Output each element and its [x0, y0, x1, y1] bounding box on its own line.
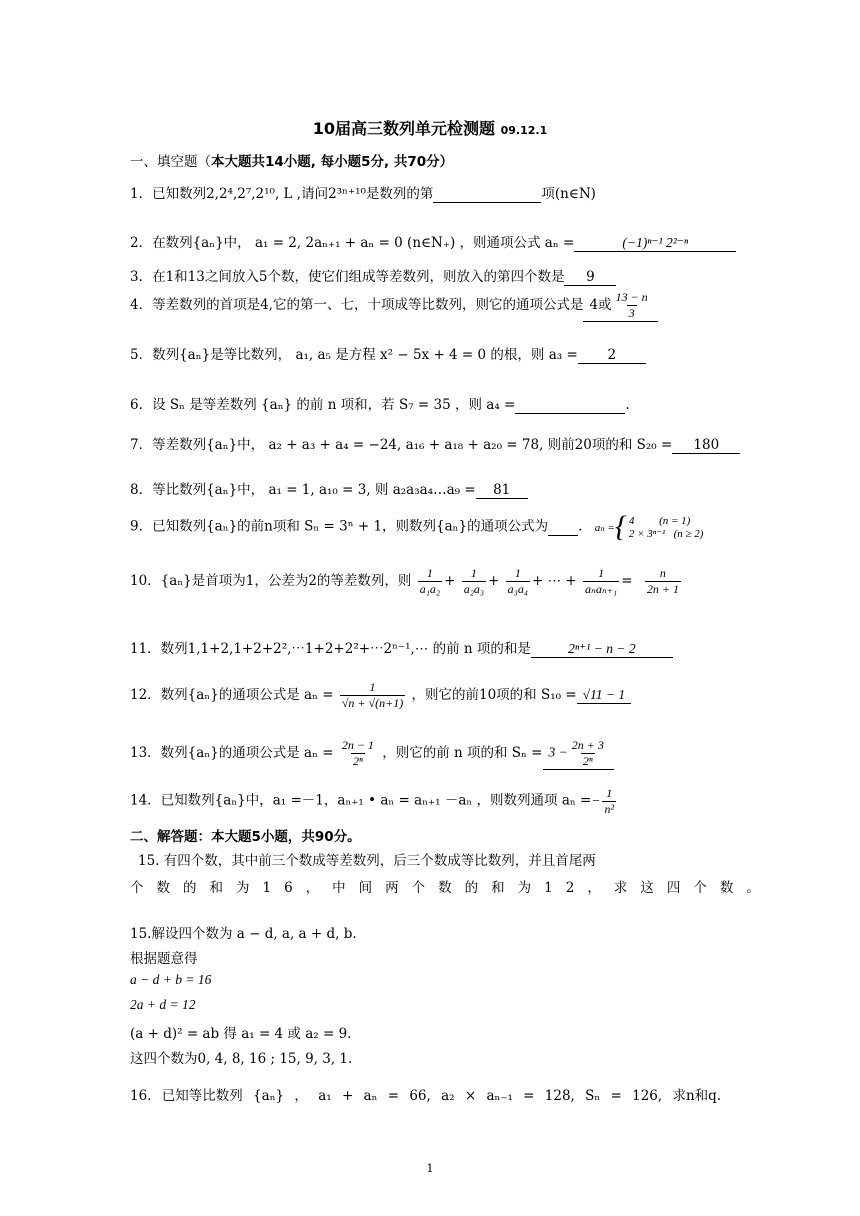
answer-blank: [548, 519, 578, 536]
solution-15-line-2: 根据题意得: [130, 951, 198, 967]
answer-blank: 3 − $\frac{2n + 3}{\text{2ⁿ}}$: [543, 738, 614, 770]
answer-blank: [515, 397, 625, 414]
question-12: 12．数列{aₙ}的通项公式是 aₙ = $\frac{1}{√n + √(n+1)}$ ，则它的前10项的和 S₁₀ = √11 − 1: [130, 680, 631, 711]
solution-15-line-5: (a + d)² = ab 得 a₁ = 4 或 a₂ = 9.: [130, 1026, 352, 1042]
question-7: 7．等差数列{aₙ}中， a₂ + a₃ + a₄ = −24, a₁₆ + a₁₈ + a₂₀ = 78, 则前20项的和 S₂₀ = 180: [130, 433, 740, 454]
piecewise-formula: aₙ = { 4 (n = 1) 2 × 3ⁿ⁻¹ (n ≥ 2): [594, 510, 704, 543]
solution-15-line-1: 15.解设四个数为 a − d, a, a + d, b.: [130, 926, 357, 942]
section-heading-solutions: 二、解答题：本大题5小题，共90分。: [130, 829, 361, 845]
question-8: 8．等比数列{aₙ}中， a₁ = 1, a₁₀ = 3, 则 a₂a₃a₄…a₉ = 81: [130, 478, 528, 499]
solution-15-line-6: 这四个数为0, 4, 8, 16 ; 15, 9, 3, 1.: [130, 1051, 353, 1067]
answer-blank: 2ⁿ⁺¹ − n − 2: [531, 641, 673, 658]
answer-blank: − $\frac{1}{\text{n²}}$: [591, 786, 615, 816]
question-10: 10．{aₙ}是首项为1，公差为2的等差数列，则 $\frac{1}{\text{a₁a₂}}$ + $\frac{1}{\text{a₂a₃}}$ + $\frac{1}{\text{a₃a₄}}$ + ⋯ + $\frac{1}{\text{aₙaₙ₊₁}}$ = $\frac{n}{2n + 1}$: [130, 566, 689, 597]
question-5: 5．数列{aₙ}是等比数列， a₁, a₅ 是方程 x² − 5x + 4 = 0 的根，则 a₃ = 2: [130, 343, 646, 364]
title-date: 09.12.1: [500, 124, 548, 137]
question-9: 9．已知数列{aₙ}的前n项和 Sₙ = 3ⁿ + 1，则数列{aₙ}的通项公式为 . aₙ = { 4 (n = 1) 2 × 3ⁿ⁻¹ (n ≥ 2): [130, 510, 704, 543]
answer-blank: 180: [672, 437, 740, 454]
question-6: 6．设 Sₙ 是等差数列 {aₙ} 的前 n 项和，若 S₇ = 35 ，则 a₄ = .: [130, 397, 630, 413]
answer-blank: 81: [476, 482, 528, 499]
answer-blank: 4或 $\frac{13 - n}{3}$: [583, 290, 657, 322]
answer-blank: 9: [564, 269, 616, 286]
question-4: 4．等差数列的首项是4,它的第一、七，十项成等比数列，则它的通项公式是 4或 $\frac{13 - n}{3}$: [130, 290, 658, 322]
answer-blank: 2: [578, 347, 646, 364]
question-15-line-2: 个数的和为16，中间两个数的和为12，求这四个数。: [130, 880, 773, 896]
answer-blank: [433, 186, 541, 203]
question-2: 2．在数列{aₙ}中， a₁ = 2, 2aₙ₊₁ + aₙ = 0 (n∈N₊) ，则通项公式 aₙ = (−1)ⁿ⁻¹ 2²⁻ⁿ: [130, 231, 736, 252]
page-title: [0, 116, 860, 139]
question-16: 16. 已知等比数列 {aₙ} ， a₁ + aₙ = 66, a₂ × aₙ₋₁ = 128, Sₙ = 126, 求n和q.: [130, 1088, 722, 1104]
question-3: 3．在1和13之间放入5个数，使它们组成等差数列，则放入的第四个数是 9: [130, 265, 616, 286]
solution-15-line-3: a − d + b = 16: [130, 972, 212, 987]
section-heading-fill-in: 一、填空题（本大题共14小题, 每小题5分, 共70分）: [130, 154, 454, 170]
question-13: 13．数列{aₙ}的通项公式是 aₙ = $\frac{2n - 1}{\text{2ⁿ}}$ ，则它的前 n 项的和 Sₙ = 3 − $\frac{2n + 3}{\text{2ⁿ}}$: [130, 738, 614, 770]
answer-blank: (−1)ⁿ⁻¹ 2²⁻ⁿ: [574, 235, 736, 252]
question-11: 11．数列1,1+2,1+2+2²,⋯1+2+2²+⋯2ⁿ⁻¹,⋯ 的前 n 项的和是 2ⁿ⁺¹ − n − 2: [130, 637, 673, 658]
question-1: 1．已知数列2,2⁴,2⁷,2¹⁰, L ,请问2³ⁿ⁺¹⁰是数列的第 项(n∈N): [130, 186, 596, 202]
page-number: 1: [426, 1162, 434, 1175]
question-14: 14．已知数列{aₙ}中，a₁ =－1，aₙ₊₁ • aₙ = aₙ₊₁ －aₙ ，则数列通项 aₙ =− $\frac{1}{\text{n²}}$: [130, 786, 618, 817]
question-15-line-1: 15. 有四个数，其中前三个数成等差数列，后三个数成等比数列，并且首尾两: [138, 853, 596, 869]
solution-15-line-4: 2a + d = 12: [130, 997, 196, 1012]
answer-blank: √11 − 1: [577, 687, 632, 704]
answer-blank: $\frac{n}{2n + 1}$: [646, 566, 679, 596]
title-text: 10届高三数列单元检测题: [312, 119, 496, 138]
